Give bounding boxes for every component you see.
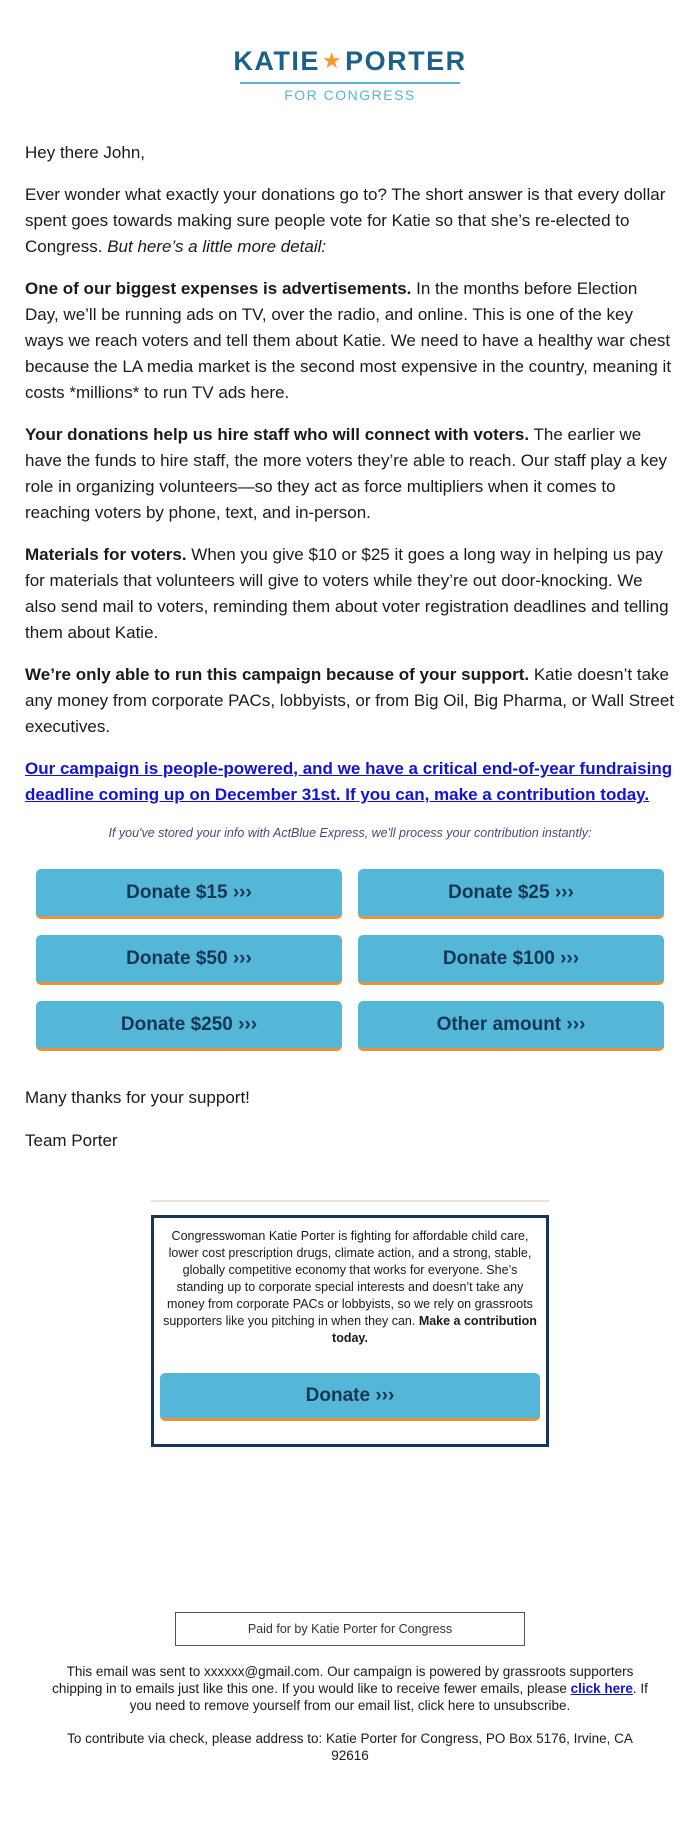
section-heading: Materials for voters. (25, 545, 187, 564)
intro-text: Ever wonder what exactly your donations go to? The short answer is that every dollar spent goes towards making sure people vote for Katie so that she’s re-elected to Congress. (25, 185, 666, 256)
intro-italic: But here’s a little more detail: (107, 237, 327, 256)
section-text: The earlier we have the funds to hire staff, the more voters they’re able to reach. Our staff play a key role in organizing volunteers—so they act as force multipliers when it comes to reaching voters by phone, text, and in-person. (25, 425, 667, 522)
bio-bold-cta: Make a contribution today. (332, 1314, 537, 1345)
campaign-logo[interactable] (0, 46, 700, 103)
signature: Team Porter (25, 1131, 118, 1150)
donate-15-button[interactable]: Donate $15 ››› (36, 869, 342, 919)
section-text: When you give $10 or $25 it goes a long way in helping us pay for materials that volunteers will give to voters while they’re out door-knocking. We also send mail to voters, reminding them about voter registration deadlines and telling them about Katie. (25, 545, 669, 642)
donate-100-button[interactable]: Donate $100 ››› (358, 935, 664, 985)
divider (151, 1200, 549, 1202)
other-amount-button[interactable]: Other amount ››› (358, 1001, 664, 1051)
bio-body: Congresswoman Katie Porter is fighting for affordable child care, lower cost prescription drugs, climate action, and a strong, stable, globally competitive economy that works for everyone. She’s standing up to corporate special interests and doesn’t take any money from corporate PACs or lobbyists, so we rely on grassroots supporters like you pitching in when they can. (163, 1229, 533, 1328)
thanks-text: Many thanks for your support! (25, 1088, 250, 1107)
bio-text (160, 1228, 540, 1347)
donate-button[interactable]: Donate ››› (160, 1373, 540, 1421)
donate-25-button[interactable]: Donate $25 ››› (358, 869, 664, 919)
section-text: Katie doesn’t take any money from corporate PACs, lobbyists, or from Big Oil, Big Pharma, or Wall Street executives. (25, 665, 675, 736)
bio-box (151, 1215, 549, 1447)
footer-text (50, 1663, 650, 1714)
section-text: In the months before Election Day, we’ll be running ads on TV, over the radio, and online. This is one of the key ways we reach voters and tell them about Katie. We need to have a healthy war chest because the LA media market is the second most expensive in the country, meaning it costs *millions* to run TV ads here. (25, 279, 672, 402)
logo-last-name: PORTER (345, 46, 467, 76)
email-content (25, 140, 675, 824)
greeting: Hey there John, (25, 143, 146, 162)
paid-for-disclaimer: Paid for by Katie Porter for Congress (175, 1612, 525, 1646)
contribution-link[interactable]: Our campaign is people-powered, and we have a critical end-of-year fundraising deadline coming up on December 31st. If you can, make a contribution today. (25, 759, 673, 804)
section-paragraph (25, 422, 675, 526)
fewer-emails-link[interactable]: click here (570, 1681, 633, 1696)
actblue-express-note: If you've stored your info with ActBlue Express, we'll process your contribution instantly: (108, 826, 592, 840)
logo-wordmark (0, 46, 700, 78)
footer-address: To contribute via check, please address to: Katie Porter for Congress, PO Box 5176, Irvine, CA 92616 (67, 1731, 633, 1763)
logo-subtitle: FOR CONGRESS (284, 87, 416, 103)
logo-rule (240, 82, 460, 84)
cta-paragraph (25, 756, 675, 808)
donate-50-button[interactable]: Donate $50 ››› (36, 935, 342, 985)
section-paragraph (25, 662, 675, 740)
footer (50, 1663, 650, 1780)
section-heading: Your donations help us hire staff who will connect with voters. (25, 425, 530, 444)
star-icon: ★ (321, 48, 344, 73)
donate-250-button[interactable]: Donate $250 ››› (36, 1001, 342, 1051)
section-heading: One of our biggest expenses is advertisements. (25, 279, 412, 298)
footer-text-2: . If you need to remove yourself from our email list, click here to unsubscribe. (129, 1681, 648, 1713)
section-paragraph (25, 542, 675, 646)
section-paragraph (25, 276, 675, 406)
intro-paragraph (25, 182, 675, 260)
footer-text-1: This email was sent to xxxxxx@gmail.com. Our campaign is powered by grassroots supporters chipping in to emails just like this one. If you would like to receive fewer emails, please (52, 1664, 634, 1696)
logo-first-name: KATIE (233, 46, 320, 76)
section-heading: We’re only able to run this campaign because of your support. (25, 665, 530, 684)
